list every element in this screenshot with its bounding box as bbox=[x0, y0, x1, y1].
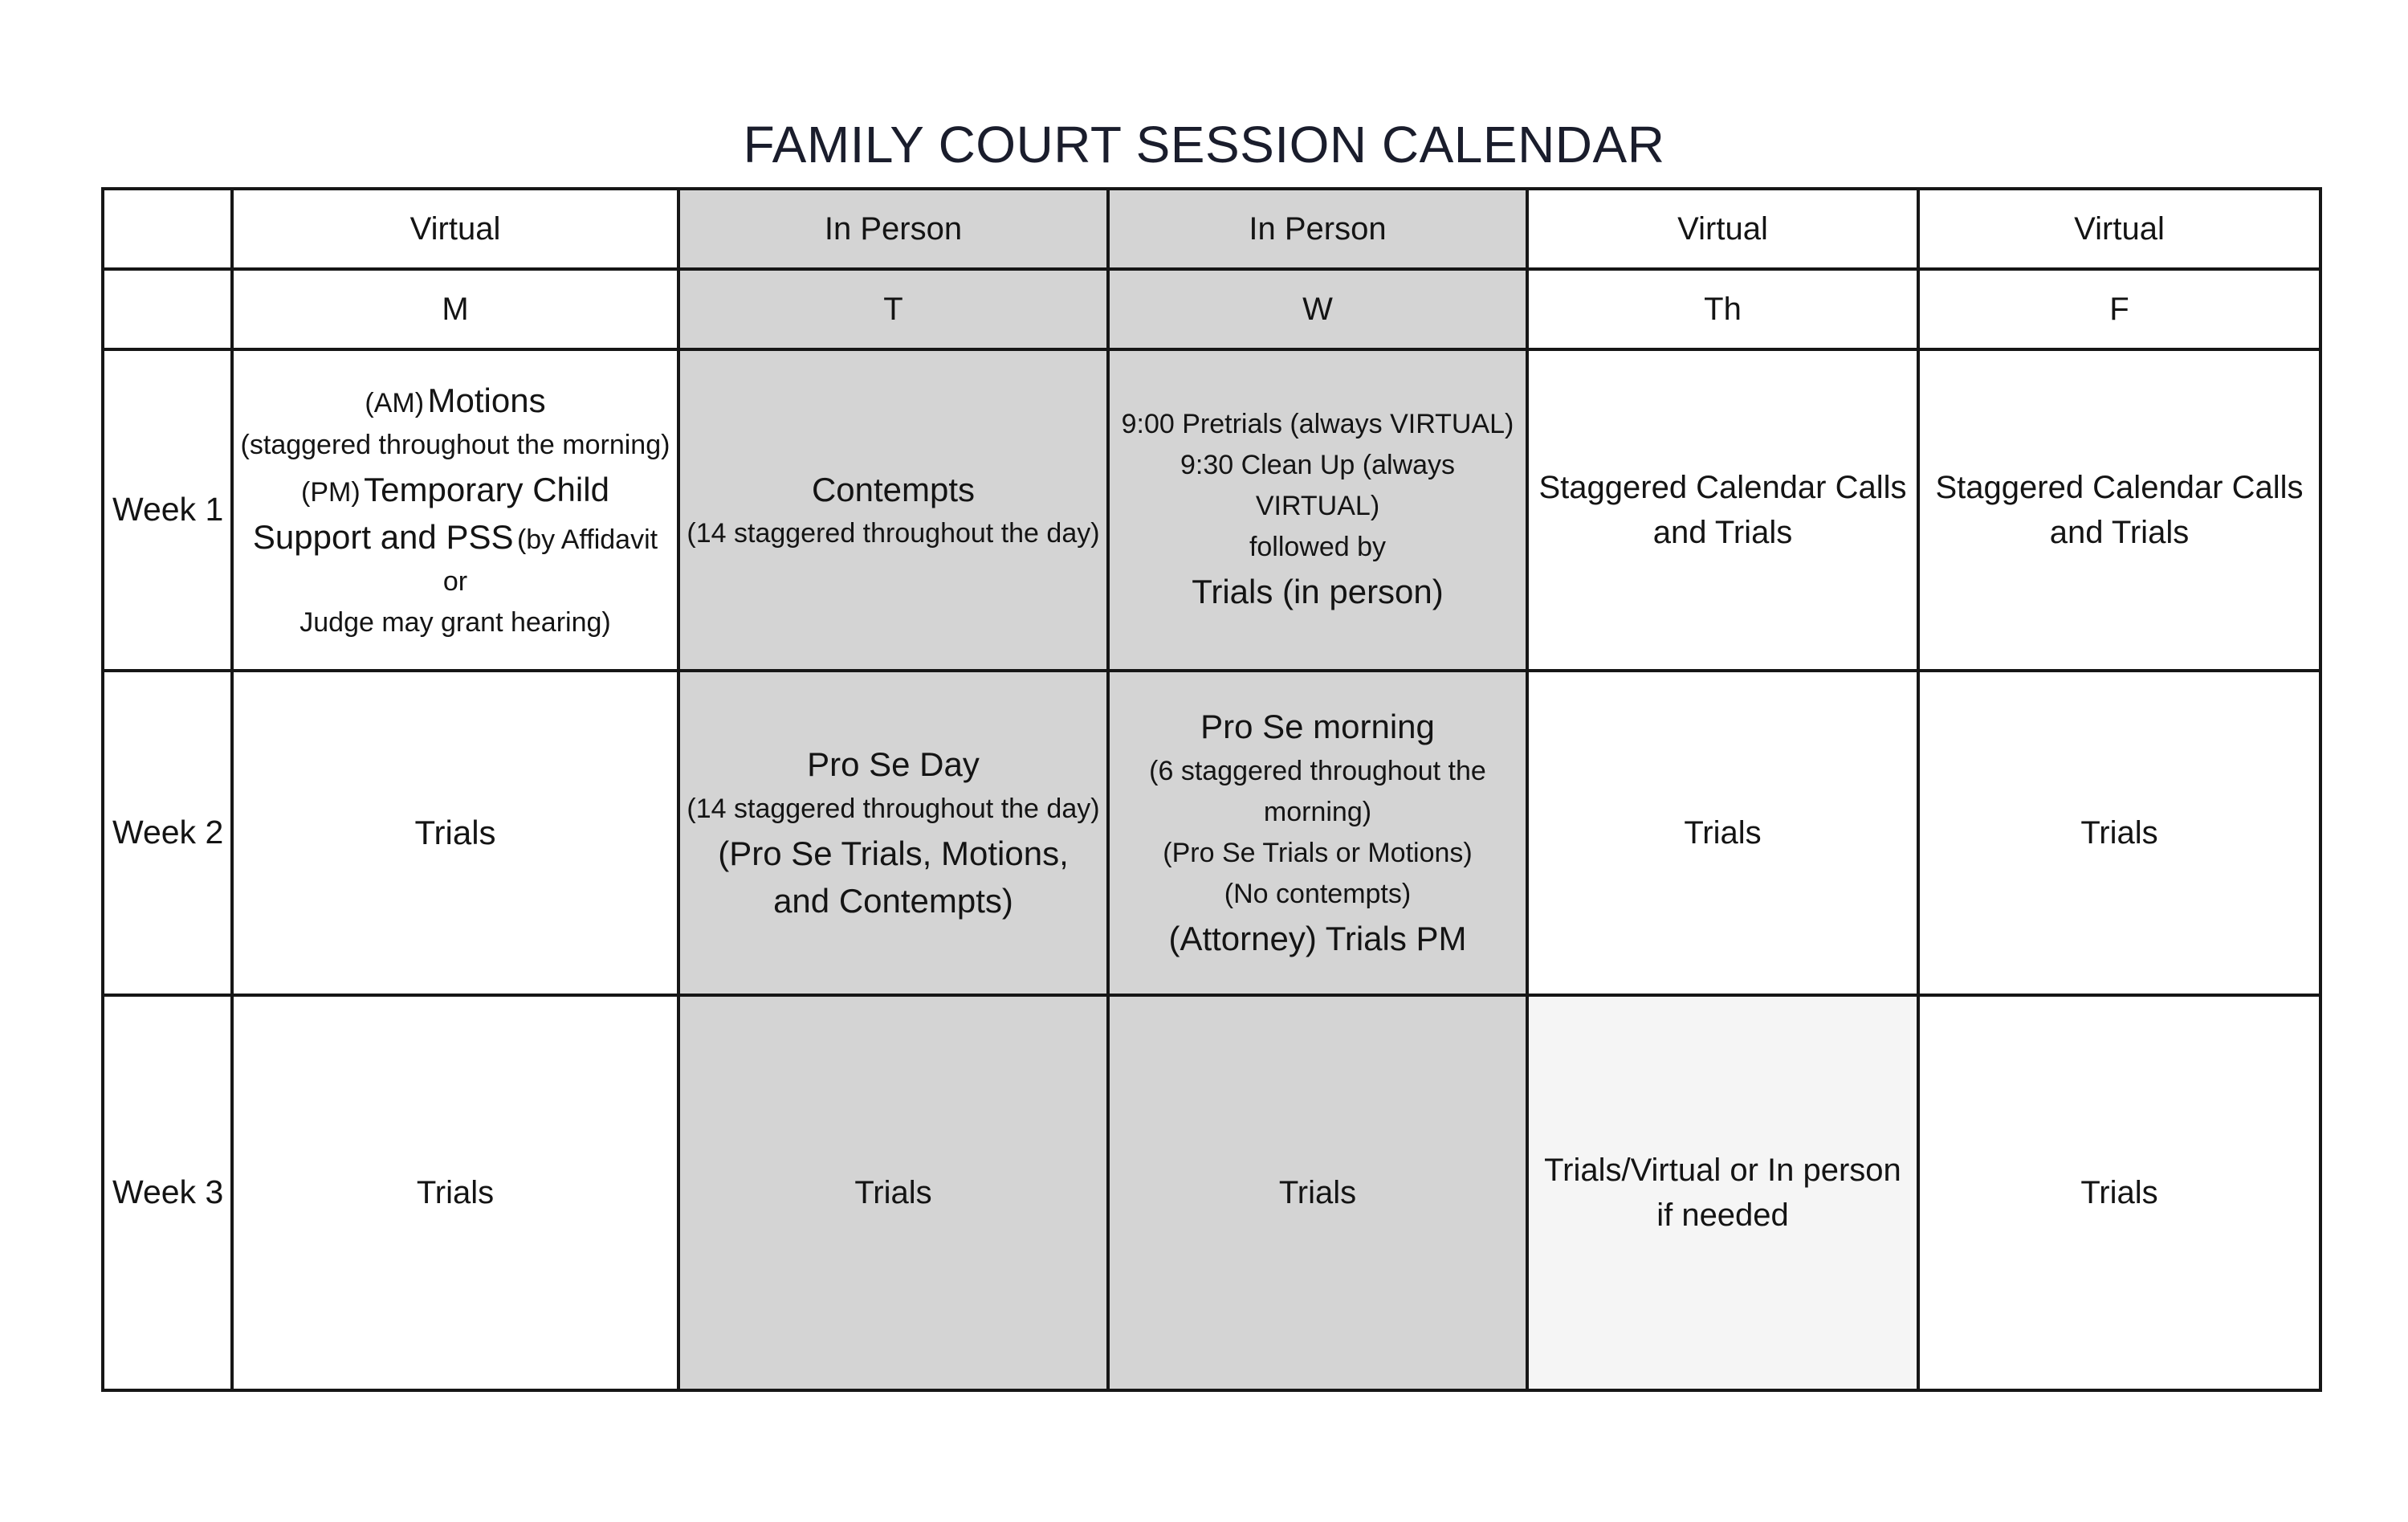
week-label: Week 2 bbox=[103, 671, 232, 995]
session-calendar-table bbox=[101, 187, 2322, 1392]
cell-note: (14 staggered throughout the day) bbox=[687, 793, 1100, 824]
cleanup-line: 9:30 Clean Up (always VIRTUAL) bbox=[1180, 450, 1456, 522]
week1-thursday-cell: Staggered Calendar Calls and Trials bbox=[1527, 349, 1918, 671]
week1-friday-cell: Staggered Calendar Calls and Trials bbox=[1918, 349, 2320, 671]
week2-wednesday-cell bbox=[1108, 671, 1527, 995]
mode-row bbox=[103, 189, 2320, 269]
week-3-row bbox=[103, 995, 2320, 1390]
day-thursday: Th bbox=[1527, 269, 1918, 349]
cell-note: (6 staggered throughout the morning) bbox=[1149, 756, 1486, 827]
pretrials-line: 9:00 Pretrials (always VIRTUAL) bbox=[1121, 409, 1514, 440]
cell-note-2: (Pro Se Trials or Motions) bbox=[1163, 838, 1473, 868]
week-label: Week 3 bbox=[103, 995, 232, 1390]
mode-thursday: Virtual bbox=[1527, 189, 1918, 269]
cell-title: Pro Se Day bbox=[807, 745, 980, 784]
page-title: FAMILY COURT SESSION CALENDAR bbox=[743, 116, 1665, 173]
pm-tag: (PM) bbox=[301, 476, 361, 508]
day-wednesday: W bbox=[1108, 269, 1527, 349]
mode-friday: Virtual bbox=[1918, 189, 2320, 269]
cell-title: Pro Se morning bbox=[1200, 708, 1435, 746]
am-title: Motions bbox=[427, 382, 546, 420]
week2-friday-cell: Trials bbox=[1918, 671, 2320, 995]
week3-tuesday-cell: Trials bbox=[678, 995, 1108, 1390]
week2-monday-cell: Trials bbox=[232, 671, 678, 995]
cell-detail: (Attorney) Trials PM bbox=[1168, 920, 1467, 957]
week3-wednesday-cell: Trials bbox=[1108, 995, 1527, 1390]
corner-cell bbox=[103, 189, 232, 269]
week-label: Week 1 bbox=[103, 349, 232, 671]
am-tag: (AM) bbox=[365, 388, 425, 419]
cell-note: (14 staggered throughout the day) bbox=[687, 518, 1100, 549]
cell-note-3: (No contempts) bbox=[1224, 879, 1412, 909]
day-monday: M bbox=[232, 269, 678, 349]
pm-title: Temporary Child Support and PSS bbox=[252, 470, 609, 557]
week1-wednesday-cell bbox=[1108, 349, 1527, 671]
week2-tuesday-cell bbox=[678, 671, 1108, 995]
week-1-row bbox=[103, 349, 2320, 671]
day-tuesday: T bbox=[678, 269, 1108, 349]
cell-title: Contempts bbox=[811, 470, 976, 508]
week2-thursday-cell: Trials bbox=[1527, 671, 1918, 995]
week-2-row bbox=[103, 671, 2320, 995]
am-note: (staggered throughout the morning) bbox=[240, 429, 670, 460]
week3-monday-cell: Trials bbox=[232, 995, 678, 1390]
day-friday: F bbox=[1918, 269, 2320, 349]
week3-friday-cell: Trials bbox=[1918, 995, 2320, 1390]
week1-monday-cell bbox=[232, 349, 678, 671]
week3-thursday-cell: Trials/Virtual or In person if needed bbox=[1527, 995, 1918, 1390]
followed-by-line: followed by bbox=[1249, 532, 1387, 563]
pm-note-inline: (by Affidavit or bbox=[442, 524, 658, 597]
corner-cell bbox=[103, 269, 232, 349]
mode-tuesday: In Person bbox=[678, 189, 1108, 269]
mode-wednesday: In Person bbox=[1108, 189, 1527, 269]
mode-monday: Virtual bbox=[232, 189, 678, 269]
week1-tuesday-cell bbox=[678, 349, 1108, 671]
cell-detail: (Pro Se Trials, Motions, and Contempts) bbox=[718, 834, 1069, 920]
pm-note: Judge may grant hearing) bbox=[299, 606, 611, 638]
trials-in-person-line: Trials (in person) bbox=[1192, 573, 1444, 611]
day-row bbox=[103, 269, 2320, 349]
